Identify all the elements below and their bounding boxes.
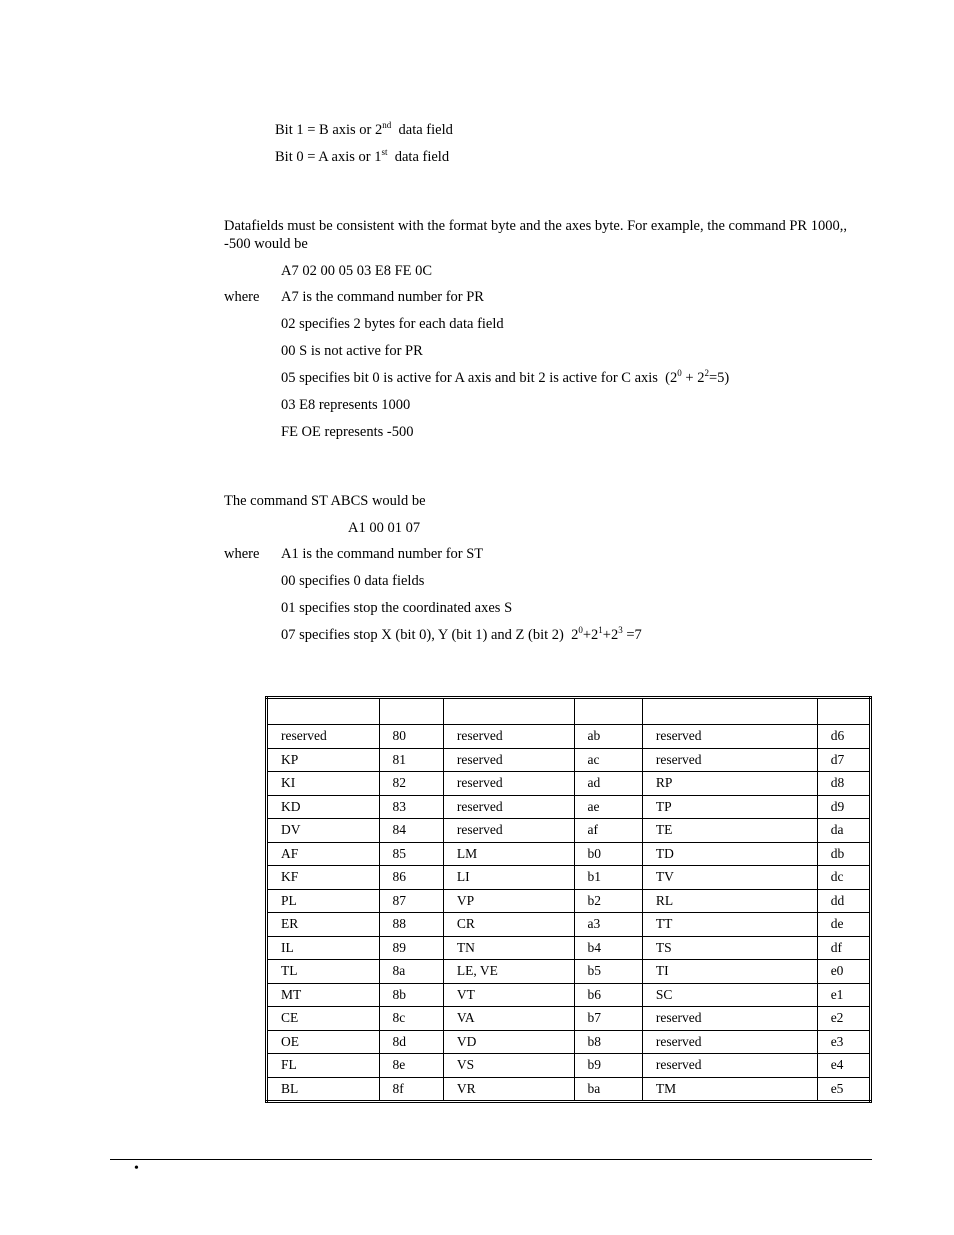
bit-0-tail: data field — [387, 149, 450, 165]
example2-bit-mid: +2 — [602, 627, 619, 643]
table-row — [267, 889, 871, 913]
table-cell: d7 — [817, 748, 870, 772]
table-header-cell — [267, 698, 380, 725]
table-cell: 8a — [379, 960, 443, 984]
table-cell: BL — [267, 1077, 380, 1102]
table-cell: dd — [817, 889, 870, 913]
table-cell: 81 — [379, 748, 443, 772]
example2-line: 01 specifies stop the coordinated axes S — [281, 600, 513, 616]
table-cell: e2 — [817, 1007, 870, 1031]
table-cell: DV — [267, 819, 380, 843]
example2-line: 00 specifies 0 data fields — [281, 573, 425, 589]
table-cell: e0 — [817, 960, 870, 984]
table-header-cell — [379, 698, 443, 725]
bit-1-sup: nd — [382, 120, 392, 130]
table-cell: TI — [642, 960, 817, 984]
bit-0-text: Bit 0 = A axis or 1 — [275, 149, 382, 165]
table-cell: TL — [267, 960, 380, 984]
table-row — [267, 960, 871, 984]
table-cell: ae — [574, 795, 642, 819]
example1-line: 00 S is not active for PR — [281, 343, 423, 359]
example1-bit-line — [281, 369, 729, 387]
example2-bit-sup: 3 — [618, 625, 623, 635]
table-header-cell — [642, 698, 817, 725]
table-cell: KP — [267, 748, 380, 772]
table-cell: 8e — [379, 1054, 443, 1078]
table-header-cell — [574, 698, 642, 725]
table-row — [267, 819, 871, 843]
table-cell: b6 — [574, 983, 642, 1007]
table-cell: b4 — [574, 936, 642, 960]
table-cell: reserved — [642, 1007, 817, 1031]
table-cell: d9 — [817, 795, 870, 819]
table-row — [267, 1007, 871, 1031]
table-cell: 8b — [379, 983, 443, 1007]
table-cell: IL — [267, 936, 380, 960]
table-cell: reserved — [443, 772, 574, 796]
table-cell: PL — [267, 889, 380, 913]
example1-intro: Datafields must be consistent with the format byte and the axes byte. For example, the command PR 1000,, -500 would be — [224, 218, 847, 252]
table-cell: da — [817, 819, 870, 843]
table-cell: VP — [443, 889, 574, 913]
table-cell: 8c — [379, 1007, 443, 1031]
example1-bit-mid: + 2 — [681, 370, 705, 386]
bit-1-text: Bit 1 = B axis or 2 — [275, 122, 383, 138]
example1-line: A7 is the command number for PR — [281, 289, 484, 305]
table-cell: e4 — [817, 1054, 870, 1078]
bit-0-sup: st — [381, 147, 388, 157]
table-header-cell — [443, 698, 574, 725]
table-cell: VR — [443, 1077, 574, 1102]
table-cell: 8d — [379, 1030, 443, 1054]
table-cell: AF — [267, 842, 380, 866]
table-cell: 87 — [379, 889, 443, 913]
example1-line: 03 E8 represents 1000 — [281, 397, 411, 413]
table-cell: KI — [267, 772, 380, 796]
table-cell: RP — [642, 772, 817, 796]
bit-0-line — [275, 148, 449, 166]
table-cell: e3 — [817, 1030, 870, 1054]
table-cell: ER — [267, 913, 380, 937]
table-cell: LM — [443, 842, 574, 866]
table-cell: LI — [443, 866, 574, 890]
command-number-table — [265, 696, 872, 1103]
example2-intro: The command ST ABCS would be — [224, 493, 426, 509]
table-cell: VT — [443, 983, 574, 1007]
example1-bit-text: 05 specifies bit 0 is active for A axis and bit 2 is active for C axis (2 — [281, 370, 678, 386]
table-cell: b2 — [574, 889, 642, 913]
table-cell: TD — [642, 842, 817, 866]
example1-code: A7 02 00 05 03 E8 FE 0C — [281, 263, 433, 279]
table-cell: ac — [574, 748, 642, 772]
table-row — [267, 1054, 871, 1078]
table-cell: 85 — [379, 842, 443, 866]
table-cell: 8f — [379, 1077, 443, 1102]
table-cell: reserved — [642, 748, 817, 772]
table-cell: a3 — [574, 913, 642, 937]
table-row — [267, 748, 871, 772]
table-row — [267, 866, 871, 890]
table-cell: TE — [642, 819, 817, 843]
footer-rule — [110, 1159, 872, 1160]
table-cell: dc — [817, 866, 870, 890]
bit-1-line — [275, 121, 453, 139]
table-cell: TV — [642, 866, 817, 890]
table-cell: 80 — [379, 725, 443, 749]
example2-bit-line — [281, 626, 642, 644]
table-row — [267, 725, 871, 749]
table-cell: ba — [574, 1077, 642, 1102]
table-cell: db — [817, 842, 870, 866]
example2-where-label: where — [224, 546, 260, 562]
table-cell: b1 — [574, 866, 642, 890]
table-row — [267, 772, 871, 796]
table-cell: SC — [642, 983, 817, 1007]
table-cell: KD — [267, 795, 380, 819]
table-cell: VA — [443, 1007, 574, 1031]
table-cell: 86 — [379, 866, 443, 890]
table-cell: VD — [443, 1030, 574, 1054]
table-header-row — [267, 698, 871, 725]
example2-line: A1 is the command number for ST — [281, 546, 484, 562]
table-cell: FL — [267, 1054, 380, 1078]
example2-bit-sup: 1 — [598, 625, 603, 635]
table-cell: ad — [574, 772, 642, 796]
example1-where-label: where — [224, 289, 260, 305]
table-cell: TN — [443, 936, 574, 960]
table-cell: reserved — [443, 748, 574, 772]
table-cell: RL — [642, 889, 817, 913]
table-row — [267, 1077, 871, 1102]
table-cell: VS — [443, 1054, 574, 1078]
table-cell: af — [574, 819, 642, 843]
example1-bit-sup: 0 — [677, 368, 682, 378]
example1-line: 02 specifies 2 bytes for each data field — [281, 316, 504, 332]
table-cell: b9 — [574, 1054, 642, 1078]
table-cell: b0 — [574, 842, 642, 866]
table-cell: d6 — [817, 725, 870, 749]
table-cell: TP — [642, 795, 817, 819]
table-cell: b8 — [574, 1030, 642, 1054]
example1-line: FE OE represents -500 — [281, 424, 414, 440]
table-cell: OE — [267, 1030, 380, 1054]
table-row — [267, 913, 871, 937]
table-cell: reserved — [267, 725, 380, 749]
table-cell: de — [817, 913, 870, 937]
table-cell: 89 — [379, 936, 443, 960]
table-cell: b7 — [574, 1007, 642, 1031]
footer-bullet: • — [134, 1161, 139, 1176]
bit-1-tail: data field — [391, 122, 453, 138]
table-cell: reserved — [642, 1030, 817, 1054]
table-cell: CE — [267, 1007, 380, 1031]
table-cell: LE, VE — [443, 960, 574, 984]
table-header-cell — [817, 698, 870, 725]
table-row — [267, 936, 871, 960]
example2-bit-sup: 0 — [578, 625, 583, 635]
table-cell: 88 — [379, 913, 443, 937]
example1-bit-tail: =5) — [708, 370, 730, 386]
table-cell: 83 — [379, 795, 443, 819]
table-cell: df — [817, 936, 870, 960]
table-cell: reserved — [642, 1054, 817, 1078]
table-cell: e5 — [817, 1077, 870, 1102]
example1-bit-sup: 2 — [704, 368, 709, 378]
table-cell: reserved — [443, 725, 574, 749]
table-cell: reserved — [443, 795, 574, 819]
table-cell: KF — [267, 866, 380, 890]
table-cell: b5 — [574, 960, 642, 984]
table-row — [267, 983, 871, 1007]
table-cell: reserved — [443, 819, 574, 843]
example2-bit-mid: +2 — [582, 627, 599, 643]
table-cell: 84 — [379, 819, 443, 843]
table-cell: reserved — [642, 725, 817, 749]
table-row — [267, 842, 871, 866]
table-cell: d8 — [817, 772, 870, 796]
table-cell: e1 — [817, 983, 870, 1007]
table-cell: TS — [642, 936, 817, 960]
table-cell: TM — [642, 1077, 817, 1102]
example2-code: A1 00 01 07 — [348, 520, 421, 536]
table-cell: CR — [443, 913, 574, 937]
table-cell: TT — [642, 913, 817, 937]
example2-bit-text: 07 specifies stop X (bit 0), Y (bit 1) and Z (bit 2) 2 — [281, 627, 579, 643]
table-row — [267, 795, 871, 819]
table-cell: 82 — [379, 772, 443, 796]
table-cell: ab — [574, 725, 642, 749]
table-cell: MT — [267, 983, 380, 1007]
example2-bit-tail: =7 — [622, 627, 642, 643]
table-row — [267, 1030, 871, 1054]
